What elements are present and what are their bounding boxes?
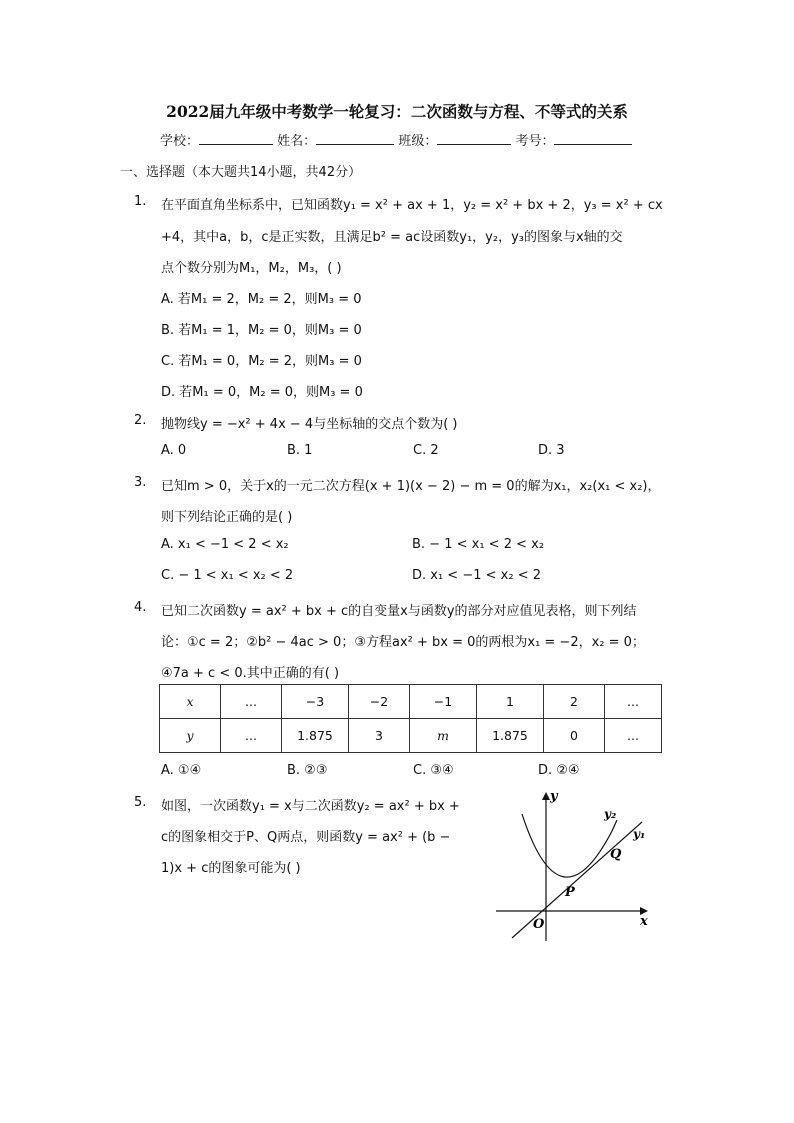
table-cell: 1 <box>477 685 544 719</box>
question-number: 1. <box>134 194 147 209</box>
table-row <box>160 719 662 753</box>
function-graph-figure <box>490 786 660 946</box>
class-label: 班级： <box>398 134 438 149</box>
question-text-line: ④7a + c < 0.其中正确的有( ) <box>161 666 340 681</box>
question-number: 5. <box>134 795 147 810</box>
table-cell: ... <box>605 719 662 753</box>
question-text-line: 论：①c = 2；②b² − 4ac > 0；③方程ax² + bx = 0的两根为x₁ = −2，x₂ = 0； <box>161 635 645 650</box>
table-cell: 1.875 <box>282 719 349 753</box>
name-label: 姓名： <box>277 134 317 149</box>
option-a[interactable]: A. 若M₁ = 2，M₂ = 2，则M₃ = 0 <box>161 292 362 307</box>
school-blank <box>199 132 273 145</box>
question-text-line: c的图象相交于P、Q两点，则函数y = ax² + (b − <box>161 830 451 845</box>
table-cell: 3 <box>349 719 410 753</box>
section-heading: 一、选择题（本大题共14小题，共42分） <box>120 165 362 180</box>
student-info-line <box>160 130 632 149</box>
school-label: 学校： <box>160 134 200 149</box>
curve-label-y2: y₂ <box>604 807 617 821</box>
y-axis-arrow-icon <box>542 792 550 800</box>
question-text-line: 已知二次函数y = ax² + bx + c的自变量x与函数y的部分对应值见表格，则下列结 <box>161 604 637 619</box>
table-cell: −3 <box>282 685 349 719</box>
table-cell: −1 <box>410 685 477 719</box>
curve-label-y1: y₁ <box>633 827 646 841</box>
question-text-line: 如图，一次函数y₁ = x与二次函数y₂ = ax² + bx + <box>161 799 460 814</box>
option-b[interactable]: B. ②③ <box>287 763 328 778</box>
option-d[interactable]: D. x₁ < −1 < x₂ < 2 <box>412 568 541 583</box>
question-text-line: 则下列结论正确的是( ) <box>161 510 293 525</box>
table-cell: ... <box>221 719 282 753</box>
table-cell: 2 <box>544 685 605 719</box>
option-c[interactable]: C. 2 <box>413 443 439 458</box>
option-a[interactable]: A. x₁ < −1 < 2 < x₂ <box>161 537 289 552</box>
parabola-y2 <box>522 814 617 877</box>
option-c[interactable]: C. 若M₁ = 0，M₂ = 2，则M₃ = 0 <box>161 354 362 369</box>
class-blank <box>437 132 511 145</box>
option-b[interactable]: B. − 1 < x₁ < 2 < x₂ <box>412 537 545 552</box>
point-p-label: P <box>565 885 575 900</box>
question-number: 3. <box>134 475 147 490</box>
table-cell: −2 <box>349 685 410 719</box>
option-a[interactable]: A. 0 <box>161 443 187 458</box>
question-text-line: 在平面直角坐标系中，已知函数y₁ = x² + ax + 1，y₂ = x² + bx + 2，y₃ = x² + cx <box>161 198 663 213</box>
option-a[interactable]: A. ①④ <box>161 763 202 778</box>
point-q-label: Q <box>610 847 622 862</box>
question-text-line: 已知m > 0，关于x的一元二次方程(x + 1)(x − 2) − m = 0的解为x₁，x₂(x₁ < x₂)， <box>161 479 661 494</box>
question-number: 2. <box>134 413 147 428</box>
option-d[interactable]: D. 若M₁ = 0，M₂ = 0，则M₃ = 0 <box>161 385 363 400</box>
table-cell: m <box>410 719 477 753</box>
table-row <box>160 685 662 719</box>
question-text-line: 抛物线y = −x² + 4x − 4与坐标轴的交点个数为( ) <box>161 417 458 432</box>
name-blank <box>316 132 394 145</box>
question-text-line: +4，其中a，b，c是正实数，且满足b² = ac设函数y₁，y₂，y₃的图象与x轴的交 <box>161 230 623 245</box>
number-blank <box>554 132 632 145</box>
number-label: 考号： <box>515 134 555 149</box>
origin-label: O <box>533 917 545 932</box>
question-text-line: 1)x + c的图象可能为( ) <box>161 861 301 876</box>
value-table <box>159 684 662 753</box>
table-cell: ... <box>605 685 662 719</box>
option-b[interactable]: B. 若M₁ = 1，M₂ = 0，则M₃ = 0 <box>161 323 362 338</box>
table-cell: ... <box>221 685 282 719</box>
option-b[interactable]: B. 1 <box>287 443 313 458</box>
option-d[interactable]: D. ②④ <box>538 763 580 778</box>
table-cell: 1.875 <box>477 719 544 753</box>
option-c[interactable]: C. ③④ <box>413 763 454 778</box>
table-cell: x <box>160 685 221 719</box>
axis-label-x: x <box>640 914 648 929</box>
option-c[interactable]: C. − 1 < x₁ < x₂ < 2 <box>161 568 294 583</box>
axis-label-y: y <box>550 789 558 804</box>
question-number: 4. <box>134 600 147 615</box>
option-d[interactable]: D. 3 <box>538 443 565 458</box>
table-cell: y <box>160 719 221 753</box>
page-title: 2022届九年级中考数学一轮复习：二次函数与方程、不等式的关系 <box>166 102 628 121</box>
table-cell: 0 <box>544 719 605 753</box>
question-text-line: 点个数分别为M₁，M₂，M₃，( ) <box>161 261 342 276</box>
